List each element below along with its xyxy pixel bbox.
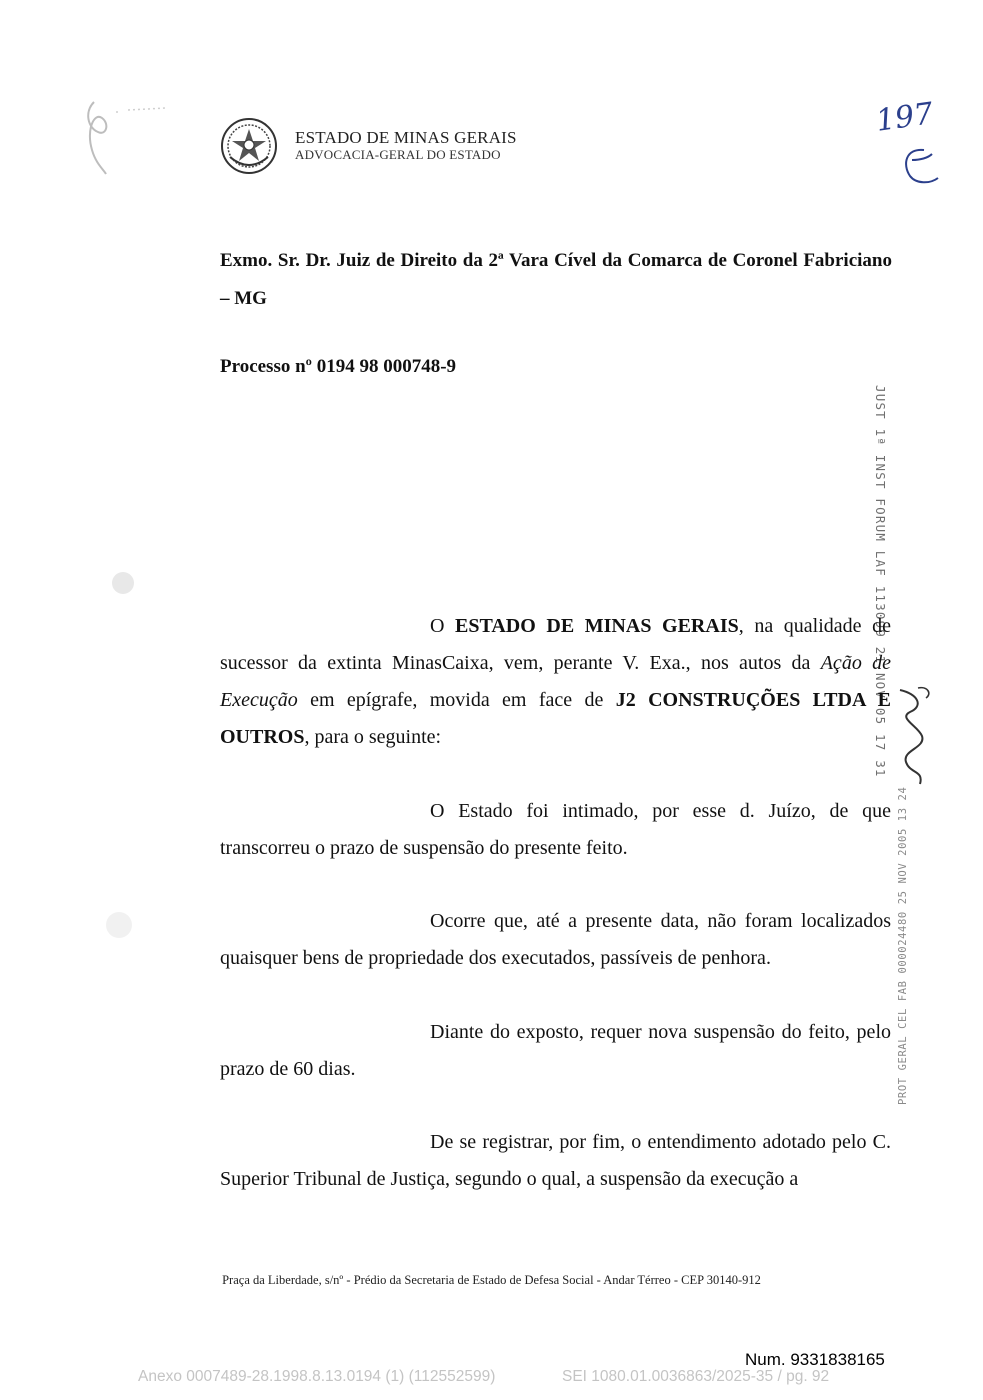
paragraph-no-assets: Ocorre que, até a presente data, não foram localizados quaisquer bens de propriedade dos executados, passíveis de penhora. xyxy=(220,910,891,969)
protocol-stamp: PROT GERAL CEL FAB 000024480 25 NOV 2005 13 24 xyxy=(897,786,909,1105)
p1-text-3: em epígrafe, movida em face de xyxy=(297,689,616,711)
p1-text-4: , para o seguinte: xyxy=(304,726,442,748)
paragraph-intimation: O Estado foi intimado, por esse d. Juízo, de que transcorreu o prazo de suspensão do presente feito. xyxy=(220,800,891,859)
handwritten-initial-mark xyxy=(76,90,166,180)
p1-party-name: ESTADO DE MINAS GERAIS xyxy=(455,615,739,637)
scan-speck xyxy=(106,912,132,938)
paragraph-request: Diante do exposto, requer nova suspensão do feito, pelo prazo de 60 dias. xyxy=(220,1021,891,1080)
paragraph-intro xyxy=(220,608,891,756)
scan-speck xyxy=(112,572,134,594)
organization-department: ADVOCACIA-GERAL DO ESTADO xyxy=(295,147,501,162)
handwritten-flourish-icon xyxy=(876,100,946,200)
p1-action-name: Ação de Execução xyxy=(220,652,891,711)
page-number-text: 197 xyxy=(873,96,936,139)
court-receipt-stamp: JUST 1ª INST FORUM LAF 113099 21 NOV 05 17 31 xyxy=(873,385,888,778)
p1-defendant-name: J2 CONSTRUÇÕES LTDA E OUTROS xyxy=(220,689,891,748)
minas-gerais-coat-of-arms-icon xyxy=(220,117,278,175)
paragraph-jurisprudence: De se registrar, por fim, o entendimento adotado pelo C. Superior Tribunal de Justiça, segundo o qual, a suspensão da execução a xyxy=(220,1131,891,1190)
p1-text-1: O xyxy=(430,615,456,637)
p1-text-2: , na qualidade de sucessor da extinta MinasCaixa, vem, perante V. Exa., nos autos da xyxy=(220,615,892,674)
sei-reference: SEI 1080.01.0036863/2025-35 / pg. 92 xyxy=(562,1368,830,1385)
handwritten-page-number xyxy=(873,96,946,200)
addressee-heading: Exmo. Sr. Dr. Juiz de Direito da 2ª Vara Cível da Comarca de Coronel Fabriciano – MG xyxy=(220,250,892,309)
document-number: Num. 9331838165 xyxy=(745,1350,885,1369)
organization-name: ESTADO DE MINAS GERAIS xyxy=(295,128,517,147)
process-number: Processo nº 0194 98 000748-9 xyxy=(220,356,457,377)
footer-address: Praça da Liberdade, s/nº - Prédio da Secretaria de Estado de Defesa Social - Andar Térreo - CEP 30140-912 xyxy=(222,1273,761,1287)
annex-reference: Anexo 0007489-28.1998.8.13.0194 (1) (112552599) xyxy=(138,1368,496,1385)
